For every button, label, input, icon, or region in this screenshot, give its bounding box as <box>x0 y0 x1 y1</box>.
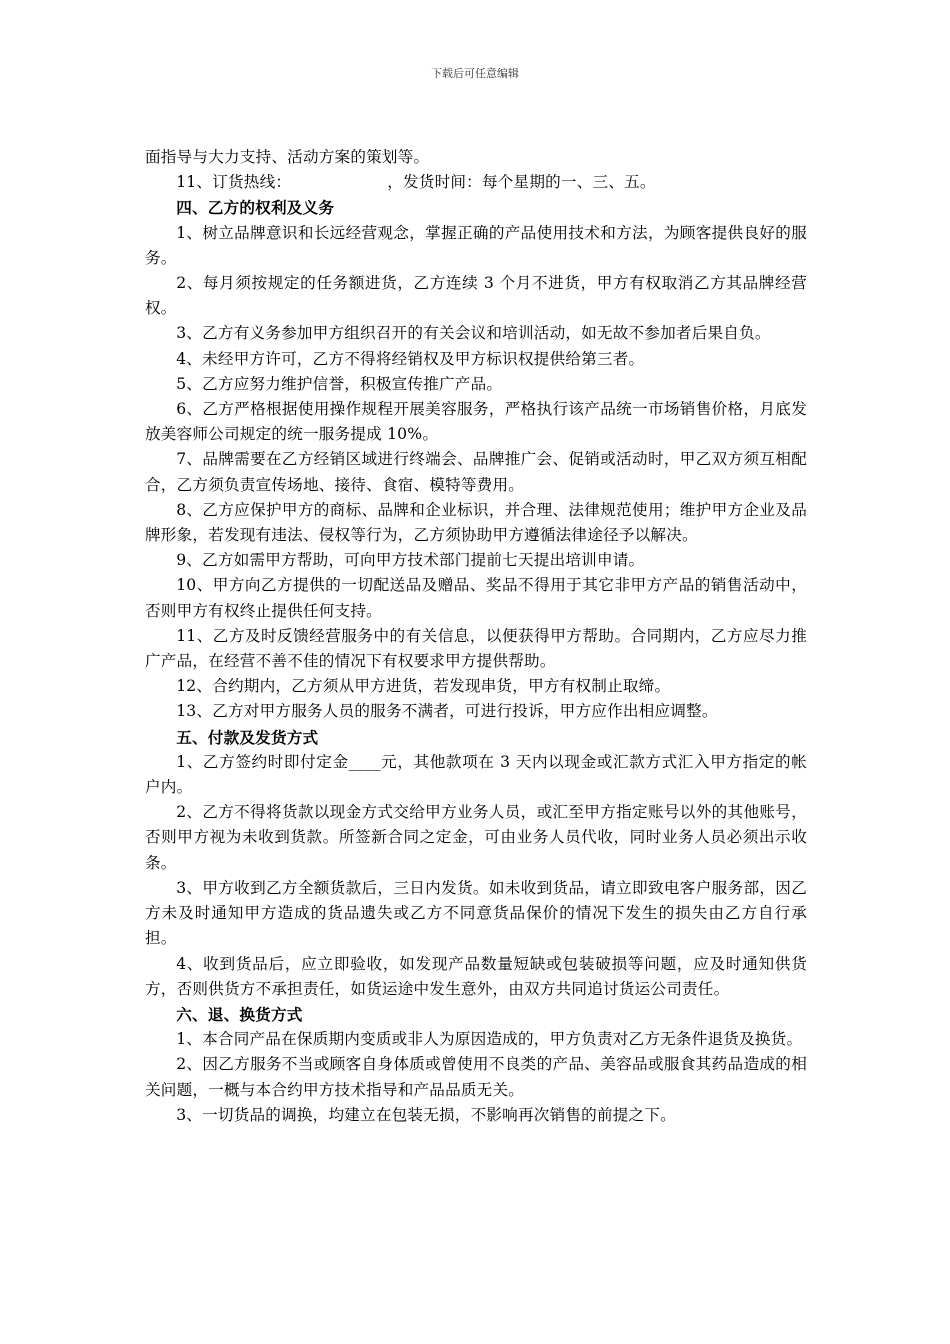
paragraph: 8、乙方应保护甲方的商标、品牌和企业标识，并合理、法律规范使用；维护甲方企业及品牌形象，若发现有违法、侵权等行为，乙方须协助甲方遵循法律途径予以解决。 <box>145 500 807 545</box>
section-heading: 四、乙方的权利及义务 <box>176 198 335 218</box>
paragraph: 2、乙方不得将货款以现金方式交给甲方业务人员，或汇至甲方指定账号以外的其他账号，否则甲方视为未收到货款。所签新合同之定金，可由业务人员代收，同时业务人员必须出示收条。 <box>145 803 807 872</box>
paragraph: 10、甲方向乙方提供的一切配送品及赠品、奖品不得用于其它非甲方产品的销售活动中，否则甲方有权终止提供任何支持。 <box>145 576 807 620</box>
paragraph: 4、收到货品后，应立即验收，如发现产品数量短缺或包装破损等问题，应及时通知供货方，否则供货方不承担责任，如货运途中发生意外，由双方共同追讨货运公司责任。 <box>145 954 807 998</box>
paragraph: 1、本合同产品在保质期内变质或非人为原因造成的，甲方负责对乙方无条件退货及换货。 <box>176 1030 803 1049</box>
paragraph: 7、品牌需要在乙方经销区域进行终端会、品牌推广会、促销或活动时，甲乙双方须互相配合，乙方须负责宣传场地、接待、食宿、模特等费用。 <box>145 450 807 494</box>
paragraph: 2、每月须按规定的任务额进货，乙方连续 3 个月不进货，甲方有权取消乙方其品牌经营权。 <box>145 274 807 318</box>
paragraph: 12、合约期内，乙方须从甲方进货，若发现串货，甲方有权制止取缔。 <box>176 677 671 696</box>
paragraph: 3、乙方有义务参加甲方组织召开的有关会议和培训活动，如无故不参加者后果自负。 <box>176 324 771 343</box>
paragraph: 5、乙方应努力维护信誉，积极宣传推广产品。 <box>176 374 503 393</box>
section-heading: 五、付款及发货方式 <box>176 727 319 747</box>
paragraph: 2、因乙方服务不当或顾客自身体质或曾使用不良类的产品、美容品或服食其药品造成的相关问题，一概与本合约甲方技术指导和产品品质无关。 <box>145 1055 807 1099</box>
paragraph: 4、未经甲方许可，乙方不得将经销权及甲方标识权提供给第三者。 <box>176 349 645 368</box>
paragraph: 13、乙方对甲方服务人员的服务不满者，可进行投诉，甲方应作出相应调整。 <box>176 702 718 721</box>
hotline-paragraph <box>145 170 807 195</box>
page-header: 下载后可任意编辑 <box>431 67 519 80</box>
paragraph: 面指导与大力支持、活动方案的策划等。 <box>145 148 430 166</box>
paragraph: 6、乙方严格根据使用操作规程开展美容服务，严格执行该产品统一市场销售价格，月底发放美容师公司规定的统一服务提成 10%。 <box>145 400 807 444</box>
paragraph: 1、树立品牌意识和长远经营观念，掌握正确的产品使用技术和方法，为顾客提供良好的服务。 <box>145 223 807 267</box>
paragraph: 3、甲方收到乙方全额货款后，三日内发货。如未收到货品，请立即致电客户服务部，因乙方未及时通知甲方造成的货品遗失或乙方不同意货品保价的情况下发生的损失由乙方自行承担。 <box>145 878 807 948</box>
paragraph: 1、乙方签约时即付定金____元，其他款项在 3 天内以现金或汇款方式汇入甲方指定的帐户内。 <box>145 752 807 797</box>
paragraph: 11、乙方及时反馈经营服务中的有关信息，以便获得甲方帮助。合同期内，乙方应尽力推广产品，在经营不善不佳的情况下有权要求甲方提供帮助。 <box>145 626 807 671</box>
section-heading: 六、退、换货方式 <box>176 1004 303 1024</box>
paragraph: 9、乙方如需甲方帮助，可向甲方技术部门提前七天提出培训申请。 <box>176 551 645 570</box>
paragraph: 3、一切货品的调换，均建立在包装无损，不影响再次销售的前提之下。 <box>176 1105 676 1124</box>
hotline-label: 11、订货热线： <box>176 173 292 192</box>
hotline-rest: ，发货时间：每个星期的一、三、五。 <box>387 173 656 192</box>
document-body <box>145 145 807 1128</box>
